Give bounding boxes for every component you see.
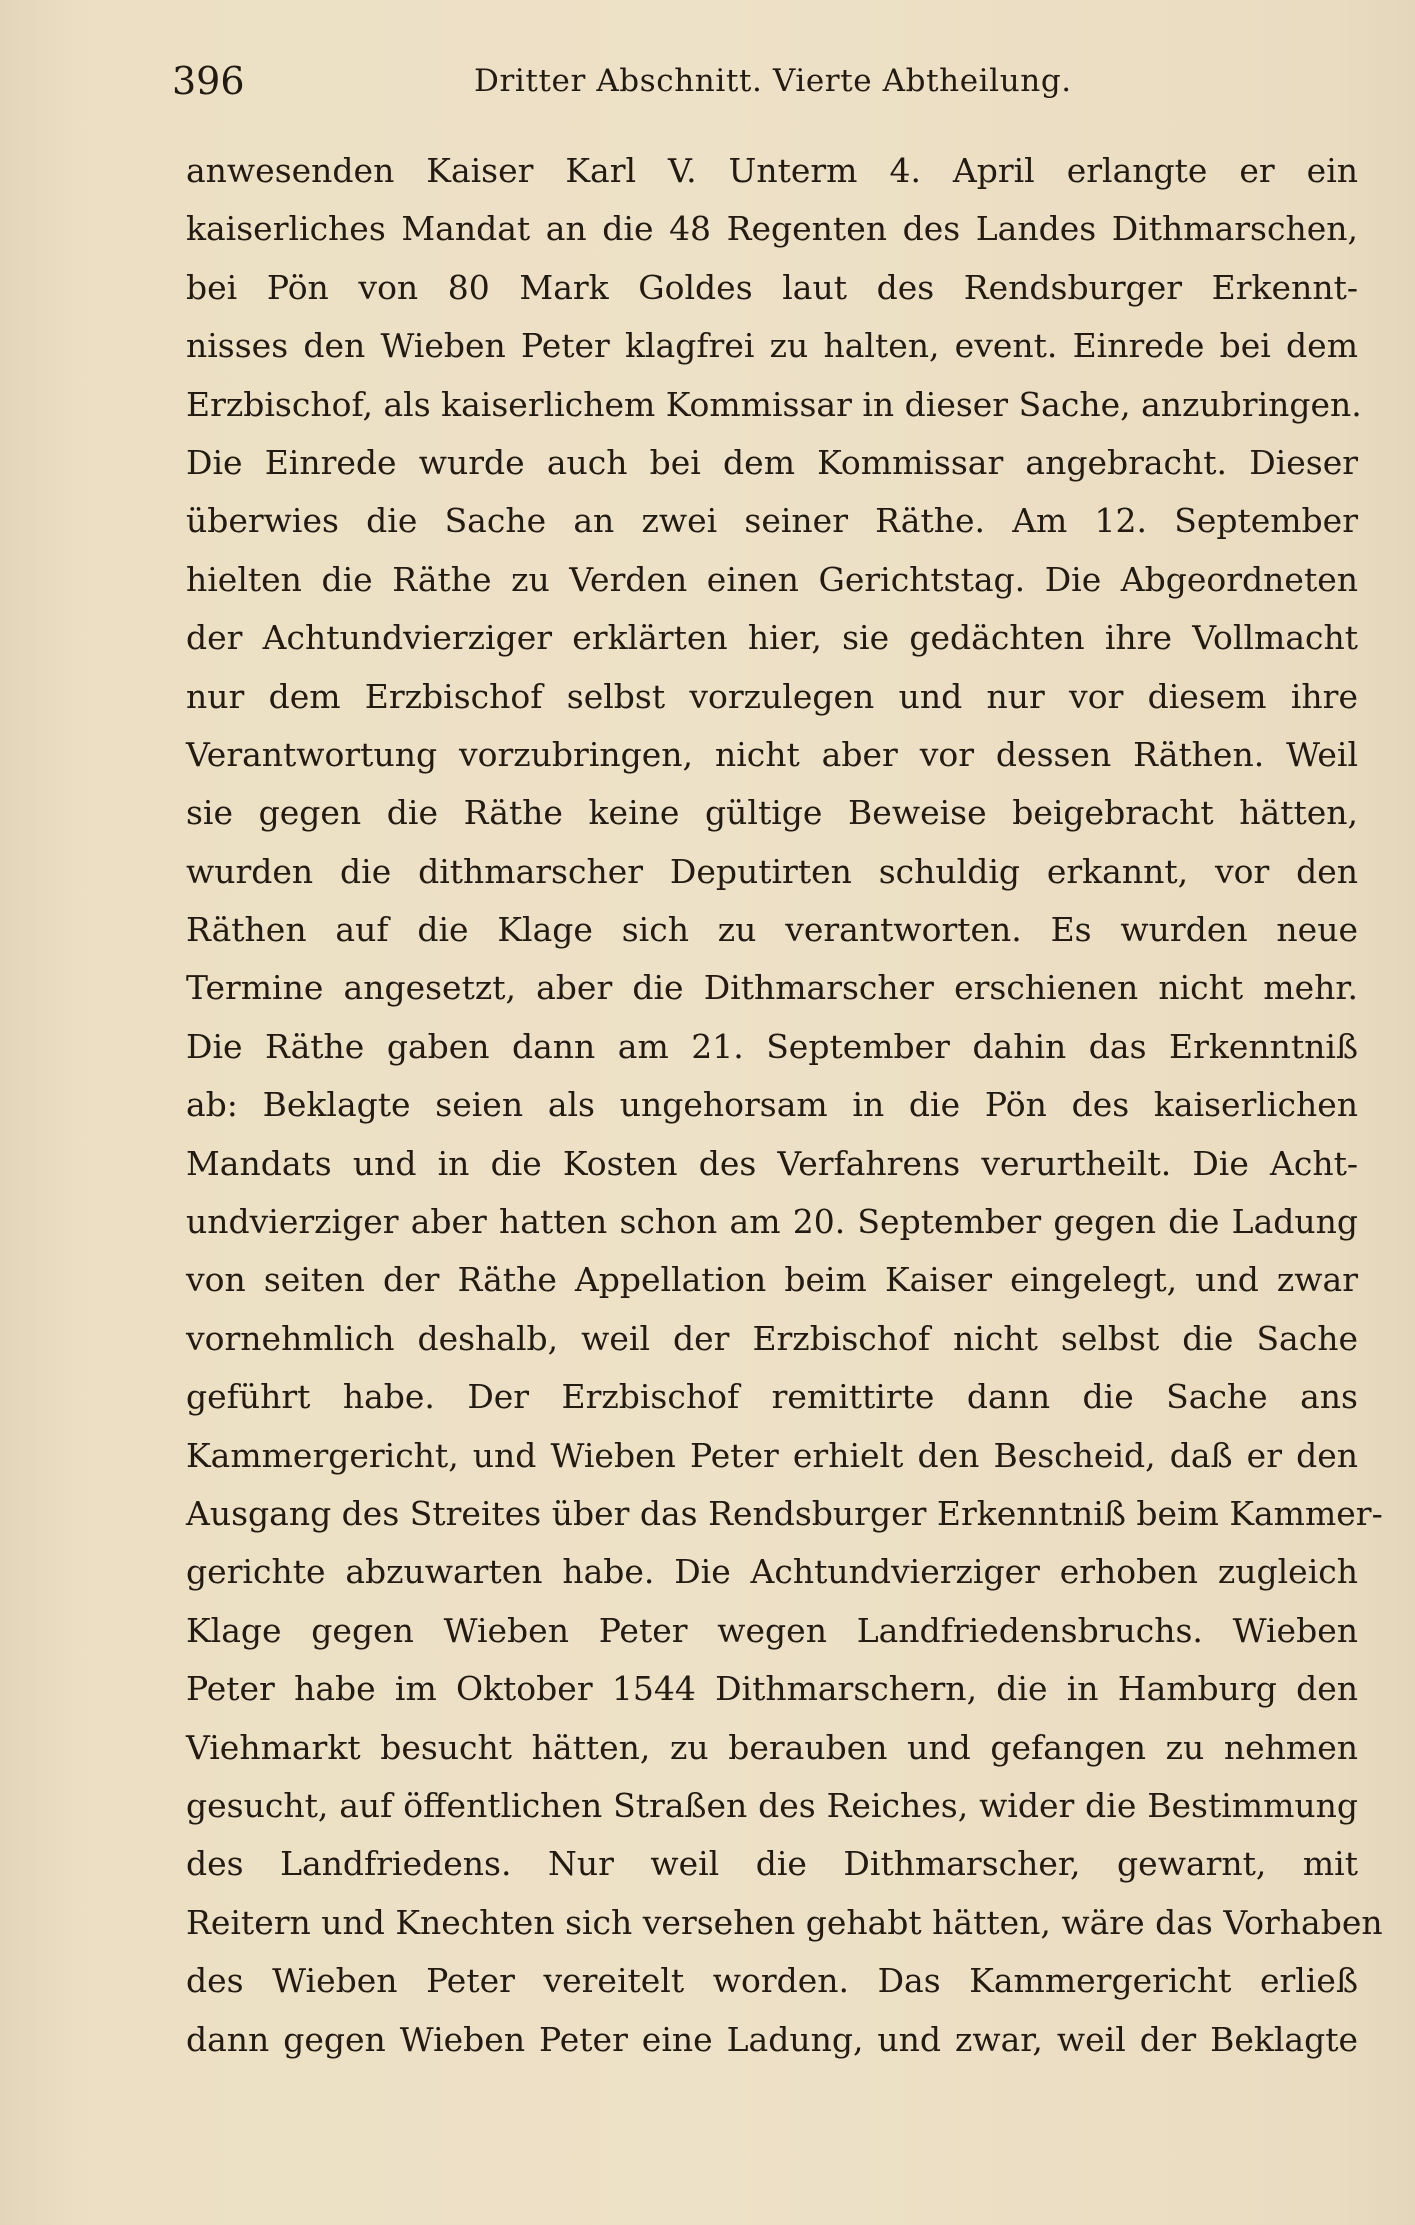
text-line: Reitern und Knechten sich versehen gehabt hätten, wäre das Vorhaben — [186, 1902, 1383, 1942]
text-line: gesucht, auf öffentlichen Straßen des Reiches, wider die Bestimmung — [186, 1785, 1358, 1825]
text-line: bei Pön von 80 Mark Goldes laut des Rendsburger Erkennt- — [186, 267, 1358, 307]
text-line: Die Räthe gaben dann am 21. September dahin das Erkenntniß — [186, 1026, 1358, 1066]
text-line: Ausgang des Streites über das Rendsburger Erkenntniß beim Kammer- — [186, 1493, 1383, 1533]
text-line: geführt habe. Der Erzbischof remittirte dann die Sache ans — [186, 1377, 1358, 1417]
text-line: von seiten der Räthe Appellation beim Kaiser eingelegt, und zwar — [186, 1260, 1358, 1300]
text-line: Mandats und in die Kosten des Verfahrens verurtheilt. Die Acht- — [186, 1143, 1358, 1183]
text-line: des Landfriedens. Nur weil die Dithmarscher, gewarnt, mit — [186, 1844, 1358, 1884]
text-line: undvierziger aber hatten schon am 20. September gegen die Ladung — [186, 1202, 1358, 1242]
text-line: nur dem Erzbischof selbst vorzulegen und nur vor diesem ihre — [186, 676, 1358, 716]
text-line: vornehmlich deshalb, weil der Erzbischof nicht selbst die Sache — [186, 1318, 1358, 1358]
text-line: Klage gegen Wieben Peter wegen Landfriedensbruchs. Wieben — [186, 1610, 1358, 1650]
text-line: Die Einrede wurde auch bei dem Kommissar angebracht. Dieser — [186, 442, 1358, 482]
running-head: Dritter Abschnitt. Vierte Abtheilung. — [474, 63, 1072, 99]
text-line: Erzbischof, als kaiserlichem Kommissar in dieser Sache, anzubringen. — [186, 384, 1362, 424]
text-line: Viehmarkt besucht hätten, zu berauben und gefangen zu nehmen — [186, 1727, 1358, 1767]
text-line: kaiserliches Mandat an die 48 Regenten des Landes Dithmarschen, — [186, 209, 1358, 249]
text-line: anwesenden Kaiser Karl V. Unterm 4. April erlangte er ein — [186, 151, 1358, 190]
text-line: Peter habe im Oktober 1544 Dithmarschern, die in Hamburg den — [186, 1669, 1358, 1709]
text-line: wurden die dithmarscher Deputirten schuldig erkannt, vor den — [186, 851, 1358, 891]
page-number: 396 — [172, 59, 245, 103]
text-line: nisses den Wieben Peter klagfrei zu halten, event. Einrede bei dem — [186, 326, 1358, 366]
text-line: hielten die Räthe zu Verden einen Gerichtstag. Die Abgeordneten — [186, 559, 1358, 599]
text-line: Verantwortung vorzubringen, nicht aber vor dessen Räthen. Weil — [186, 734, 1358, 774]
text-line: sie gegen die Räthe keine gültige Beweise beigebracht hätten, — [186, 793, 1358, 833]
body-text — [186, 142, 1383, 2069]
text-line: Kammergericht, und Wieben Peter erhielt den Bescheid, daß er den — [186, 1435, 1358, 1475]
text-line: ab: Beklagte seien als ungehorsam in die Pön des kaiserlichen — [186, 1085, 1358, 1125]
text-line: der Achtundvierziger erklärten hier, sie gedächten ihre Vollmacht — [186, 618, 1358, 658]
text-line: des Wieben Peter vereitelt worden. Das Kammergericht erließ — [186, 1961, 1358, 2001]
text-line: Termine angesetzt, aber die Dithmarscher erschienen nicht mehr. — [186, 968, 1358, 1008]
text-line: dann gegen Wieben Peter eine Ladung, und zwar, weil der Beklagte — [186, 2019, 1358, 2059]
text-line: gerichte abzuwarten habe. Die Achtundvierziger erhoben zugleich — [186, 1552, 1358, 1592]
text-line: überwies die Sache an zwei seiner Räthe. Am 12. September — [186, 501, 1358, 541]
text-line: Räthen auf die Klage sich zu verantworten. Es wurden neue — [186, 910, 1358, 950]
page-header — [172, 56, 1252, 106]
